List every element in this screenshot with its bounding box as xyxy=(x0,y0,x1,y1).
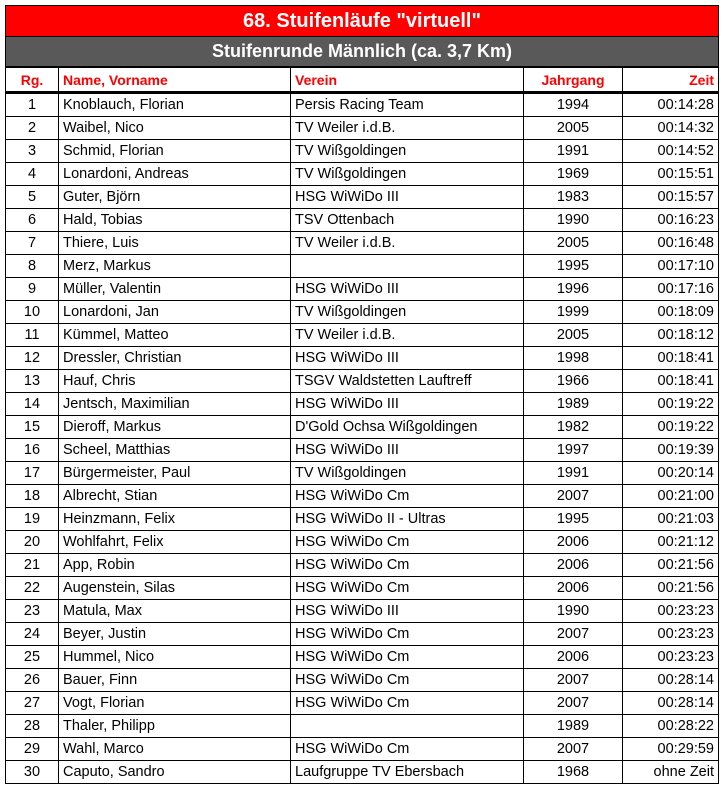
table-body xyxy=(6,93,719,784)
cell-year: 2007 xyxy=(524,692,623,715)
table-row xyxy=(6,577,719,600)
table-row xyxy=(6,554,719,577)
cell-time: 00:21:03 xyxy=(623,508,719,531)
cell-time: ohne Zeit xyxy=(623,761,719,784)
cell-name: Waibel, Nico xyxy=(59,117,291,140)
cell-name: Thaler, Philipp xyxy=(59,715,291,738)
cell-rank: 14 xyxy=(6,393,59,416)
cell-club: HSG WiWiDo III xyxy=(291,439,524,462)
cell-time: 00:19:39 xyxy=(623,439,719,462)
cell-rank: 12 xyxy=(6,347,59,370)
cell-rank: 11 xyxy=(6,324,59,347)
table-row xyxy=(6,301,719,324)
cell-name: Lonardoni, Andreas xyxy=(59,163,291,186)
cell-time: 00:18:41 xyxy=(623,347,719,370)
cell-name: Merz, Markus xyxy=(59,255,291,278)
cell-rank: 15 xyxy=(6,416,59,439)
cell-club: HSG WiWiDo Cm xyxy=(291,554,524,577)
table-row xyxy=(6,163,719,186)
cell-year: 2007 xyxy=(524,738,623,761)
cell-rank: 1 xyxy=(6,93,59,117)
cell-club: HSG WiWiDo Cm xyxy=(291,738,524,761)
cell-club: D'Gold Ochsa Wißgoldingen xyxy=(291,416,524,439)
cell-club: HSG WiWiDo Cm xyxy=(291,692,524,715)
cell-time: 00:18:41 xyxy=(623,370,719,393)
cell-year: 1983 xyxy=(524,186,623,209)
cell-time: 00:17:16 xyxy=(623,278,719,301)
table-row xyxy=(6,623,719,646)
header-name: Name, Vorname xyxy=(59,68,291,93)
cell-rank: 26 xyxy=(6,669,59,692)
table-row xyxy=(6,347,719,370)
results-table xyxy=(5,67,719,784)
cell-rank: 19 xyxy=(6,508,59,531)
cell-rank: 9 xyxy=(6,278,59,301)
cell-year: 1999 xyxy=(524,301,623,324)
cell-rank: 24 xyxy=(6,623,59,646)
table-row xyxy=(6,715,719,738)
cell-club: HSG WiWiDo Cm xyxy=(291,646,524,669)
cell-club: HSG WiWiDo II - Ultras xyxy=(291,508,524,531)
cell-year: 2007 xyxy=(524,623,623,646)
cell-rank: 23 xyxy=(6,600,59,623)
cell-club: HSG WiWiDo III xyxy=(291,393,524,416)
cell-time: 00:21:56 xyxy=(623,554,719,577)
cell-year: 2007 xyxy=(524,485,623,508)
table-row xyxy=(6,255,719,278)
cell-club: TSGV Waldstetten Lauftreff xyxy=(291,370,524,393)
cell-year: 1969 xyxy=(524,163,623,186)
cell-time: 00:21:12 xyxy=(623,531,719,554)
cell-rank: 5 xyxy=(6,186,59,209)
table-row xyxy=(6,117,719,140)
cell-rank: 16 xyxy=(6,439,59,462)
cell-time: 00:17:10 xyxy=(623,255,719,278)
cell-time: 00:15:57 xyxy=(623,186,719,209)
cell-name: Heinzmann, Felix xyxy=(59,508,291,531)
header-time: Zeit xyxy=(623,68,719,93)
cell-rank: 2 xyxy=(6,117,59,140)
cell-name: Hauf, Chris xyxy=(59,370,291,393)
cell-club: TV Wißgoldingen xyxy=(291,301,524,324)
cell-club: HSG WiWiDo III xyxy=(291,278,524,301)
cell-rank: 29 xyxy=(6,738,59,761)
cell-year: 1989 xyxy=(524,715,623,738)
cell-year: 1991 xyxy=(524,462,623,485)
cell-time: 00:20:14 xyxy=(623,462,719,485)
cell-club: HSG WiWiDo Cm xyxy=(291,623,524,646)
cell-club: TV Weiler i.d.B. xyxy=(291,117,524,140)
cell-time: 00:14:28 xyxy=(623,93,719,117)
cell-rank: 25 xyxy=(6,646,59,669)
table-row xyxy=(6,462,719,485)
cell-name: Lonardoni, Jan xyxy=(59,301,291,324)
cell-club: HSG WiWiDo III xyxy=(291,347,524,370)
cell-name: Scheel, Matthias xyxy=(59,439,291,462)
header-year: Jahrgang xyxy=(524,68,623,93)
cell-name: App, Robin xyxy=(59,554,291,577)
table-row xyxy=(6,761,719,784)
cell-year: 2006 xyxy=(524,531,623,554)
cell-name: Schmid, Florian xyxy=(59,140,291,163)
table-row xyxy=(6,370,719,393)
results-sheet xyxy=(5,5,719,784)
table-row xyxy=(6,416,719,439)
table-row xyxy=(6,93,719,117)
table-row xyxy=(6,186,719,209)
cell-year: 1994 xyxy=(524,93,623,117)
cell-name: Vogt, Florian xyxy=(59,692,291,715)
cell-time: 00:18:12 xyxy=(623,324,719,347)
cell-time: 00:19:22 xyxy=(623,393,719,416)
cell-year: 2005 xyxy=(524,117,623,140)
cell-club: TV Weiler i.d.B. xyxy=(291,232,524,255)
table-row xyxy=(6,669,719,692)
cell-rank: 21 xyxy=(6,554,59,577)
cell-name: Dieroff, Markus xyxy=(59,416,291,439)
table-row xyxy=(6,600,719,623)
cell-time: 00:16:23 xyxy=(623,209,719,232)
cell-club: HSG WiWiDo Cm xyxy=(291,485,524,508)
cell-time: 00:29:59 xyxy=(623,738,719,761)
cell-name: Dressler, Christian xyxy=(59,347,291,370)
table-row xyxy=(6,439,719,462)
cell-rank: 28 xyxy=(6,715,59,738)
table-row xyxy=(6,531,719,554)
cell-rank: 22 xyxy=(6,577,59,600)
cell-year: 1998 xyxy=(524,347,623,370)
cell-club: HSG WiWiDo Cm xyxy=(291,669,524,692)
table-row xyxy=(6,278,719,301)
cell-name: Wahl, Marco xyxy=(59,738,291,761)
cell-name: Knoblauch, Florian xyxy=(59,93,291,117)
cell-time: 00:18:09 xyxy=(623,301,719,324)
table-row xyxy=(6,140,719,163)
cell-rank: 7 xyxy=(6,232,59,255)
cell-year: 1995 xyxy=(524,508,623,531)
cell-club: TV Wißgoldingen xyxy=(291,163,524,186)
cell-club: Laufgruppe TV Ebersbach xyxy=(291,761,524,784)
cell-club: TV Weiler i.d.B. xyxy=(291,324,524,347)
cell-time: 00:15:51 xyxy=(623,163,719,186)
cell-year: 1982 xyxy=(524,416,623,439)
cell-club: HSG WiWiDo Cm xyxy=(291,577,524,600)
cell-rank: 8 xyxy=(6,255,59,278)
category-subtitle: Stuifenrunde Männlich (ca. 3,7 Km) xyxy=(5,37,719,67)
cell-name: Albrecht, Stian xyxy=(59,485,291,508)
header-club: Verein xyxy=(291,68,524,93)
table-row xyxy=(6,324,719,347)
cell-name: Jentsch, Maximilian xyxy=(59,393,291,416)
cell-name: Thiere, Luis xyxy=(59,232,291,255)
table-row xyxy=(6,646,719,669)
cell-rank: 10 xyxy=(6,301,59,324)
cell-time: 00:23:23 xyxy=(623,600,719,623)
cell-year: 2006 xyxy=(524,554,623,577)
table-row xyxy=(6,692,719,715)
cell-year: 2006 xyxy=(524,646,623,669)
cell-club: TV Wißgoldingen xyxy=(291,140,524,163)
cell-time: 00:28:14 xyxy=(623,692,719,715)
cell-year: 1997 xyxy=(524,439,623,462)
cell-time: 00:28:14 xyxy=(623,669,719,692)
cell-time: 00:14:32 xyxy=(623,117,719,140)
cell-year: 2005 xyxy=(524,324,623,347)
cell-time: 00:23:23 xyxy=(623,623,719,646)
cell-rank: 20 xyxy=(6,531,59,554)
cell-club: HSG WiWiDo III xyxy=(291,600,524,623)
cell-rank: 4 xyxy=(6,163,59,186)
cell-year: 1990 xyxy=(524,209,623,232)
cell-year: 1996 xyxy=(524,278,623,301)
cell-rank: 17 xyxy=(6,462,59,485)
cell-rank: 27 xyxy=(6,692,59,715)
page-title: 68. Stuifenläufe "virtuell" xyxy=(5,5,719,37)
cell-name: Müller, Valentin xyxy=(59,278,291,301)
cell-rank: 6 xyxy=(6,209,59,232)
cell-year: 2006 xyxy=(524,577,623,600)
cell-name: Guter, Björn xyxy=(59,186,291,209)
cell-year: 1968 xyxy=(524,761,623,784)
cell-name: Hald, Tobias xyxy=(59,209,291,232)
cell-name: Wohlfahrt, Felix xyxy=(59,531,291,554)
cell-club: HSG WiWiDo III xyxy=(291,186,524,209)
cell-club: Persis Racing Team xyxy=(291,93,524,117)
header-rank: Rg. xyxy=(6,68,59,93)
table-row xyxy=(6,209,719,232)
cell-year: 1991 xyxy=(524,140,623,163)
table-header-row xyxy=(6,68,719,93)
cell-year: 1995 xyxy=(524,255,623,278)
cell-club xyxy=(291,255,524,278)
table-row xyxy=(6,508,719,531)
cell-club: HSG WiWiDo Cm xyxy=(291,531,524,554)
cell-time: 00:14:52 xyxy=(623,140,719,163)
cell-year: 2005 xyxy=(524,232,623,255)
cell-name: Kümmel, Matteo xyxy=(59,324,291,347)
cell-year: 1989 xyxy=(524,393,623,416)
cell-rank: 18 xyxy=(6,485,59,508)
cell-year: 2007 xyxy=(524,669,623,692)
cell-rank: 13 xyxy=(6,370,59,393)
cell-time: 00:23:23 xyxy=(623,646,719,669)
cell-time: 00:28:22 xyxy=(623,715,719,738)
cell-time: 00:21:56 xyxy=(623,577,719,600)
cell-year: 1990 xyxy=(524,600,623,623)
cell-time: 00:19:22 xyxy=(623,416,719,439)
table-row xyxy=(6,738,719,761)
cell-club: TV Wißgoldingen xyxy=(291,462,524,485)
cell-club: TSV Ottenbach xyxy=(291,209,524,232)
cell-name: Bürgermeister, Paul xyxy=(59,462,291,485)
cell-name: Beyer, Justin xyxy=(59,623,291,646)
cell-name: Hummel, Nico xyxy=(59,646,291,669)
cell-name: Bauer, Finn xyxy=(59,669,291,692)
cell-name: Caputo, Sandro xyxy=(59,761,291,784)
cell-rank: 3 xyxy=(6,140,59,163)
cell-time: 00:16:48 xyxy=(623,232,719,255)
table-row xyxy=(6,232,719,255)
cell-club xyxy=(291,715,524,738)
cell-name: Augenstein, Silas xyxy=(59,577,291,600)
table-row xyxy=(6,393,719,416)
cell-year: 1966 xyxy=(524,370,623,393)
cell-time: 00:21:00 xyxy=(623,485,719,508)
cell-rank: 30 xyxy=(6,761,59,784)
cell-name: Matula, Max xyxy=(59,600,291,623)
table-row xyxy=(6,485,719,508)
